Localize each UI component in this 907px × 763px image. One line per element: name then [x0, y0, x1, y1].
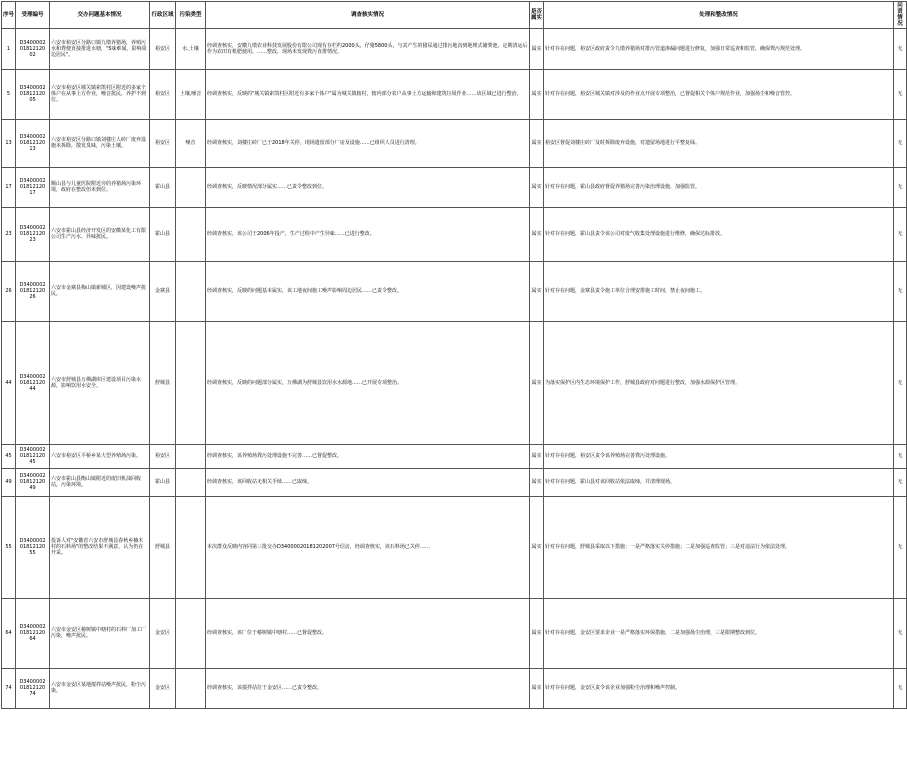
- cell-problem: 六安市金安区某地搅拌站噪声扰民，粉尘污染。: [50, 668, 150, 708]
- cell-handle: 针对存在问题，霍山县责令该公司对废气收集处理设施进行维修，确保达标排放。: [544, 207, 894, 261]
- case-table: [1, 1, 907, 709]
- cell-code: D3400002 01812120 49: [16, 468, 50, 496]
- cell-problem: 六安市金寨县梅山镇新城区，因建设噪声扰民。: [50, 261, 150, 321]
- cell-code: D3400002 01812120 64: [16, 598, 50, 668]
- table-row: [2, 207, 907, 261]
- cell-region: 霍山县: [150, 167, 176, 207]
- cell-real: 属实: [530, 261, 544, 321]
- cell-problem: 六安市金安区椿树镇中塘村的石料厂加工厂污染，噪声扰民。: [50, 598, 150, 668]
- cell-code: D3400002 01812120 23: [16, 207, 50, 261]
- cell-code: D3400002 01812120 45: [16, 444, 50, 468]
- cell-survey: 经调查核实，该养殖场粪污处理设施不完善……已督促整改。: [206, 444, 530, 468]
- cell-region: 舒城县: [150, 321, 176, 444]
- cell-region: 裕安区: [150, 28, 176, 69]
- header-account: 问责情况: [894, 2, 907, 29]
- cell-type: 水,土壤: [176, 28, 206, 69]
- cell-no: 23: [2, 207, 16, 261]
- cell-type: 土壤,噪音: [176, 69, 206, 119]
- cell-region: 霍山县: [150, 468, 176, 496]
- cell-problem: 投诉人对"安徽省六安市舒城县春秋乡楠木村的石料场"的整改结果不满意，认为仍在开采。: [50, 496, 150, 598]
- cell-account: 无: [894, 28, 907, 69]
- cell-region: 裕安区: [150, 119, 176, 167]
- cell-type: [176, 444, 206, 468]
- cell-type: [176, 321, 206, 444]
- cell-handle: 针对存在问题，裕安区责令该养殖场完善粪污处理设施。: [544, 444, 894, 468]
- cell-no: 1: [2, 28, 16, 69]
- table-row: [2, 468, 907, 496]
- cell-survey: 经调查核实，刘楼庄砖厂已于2018年关停，现场遗留部分厂房及设施……已组织人员进行清理。: [206, 119, 530, 167]
- header-type: 污染类型: [176, 2, 206, 29]
- cell-account: 无: [894, 444, 907, 468]
- cell-no: 64: [2, 598, 16, 668]
- cell-no: 45: [2, 444, 16, 468]
- cell-region: 金寨县: [150, 261, 176, 321]
- cell-type: 噪音: [176, 119, 206, 167]
- cell-handle: 针对存在问题，金安区要求企业一是严格落实环保措施，二是加强扬尘治理，三是限期整改到位。: [544, 598, 894, 668]
- cell-region: 裕安区: [150, 444, 176, 468]
- cell-problem: 六安市裕安区城关镇索凯村区附近的多家个体户在从事土方作业，噪音扰民，养护不到位。: [50, 69, 150, 119]
- cell-account: 无: [894, 496, 907, 598]
- cell-code: D3400002 01812120 55: [16, 496, 50, 598]
- cell-real: 属实: [530, 598, 544, 668]
- cell-problem: 六安市裕安区分路口镇九墩养猪场，养殖污水和粪便直接排进水塘，"5味难闻，影响周边居民"。: [50, 28, 150, 69]
- cell-survey: 经调查核实，该公司于2006年投产，生产过程中产生异味……已进行整改。: [206, 207, 530, 261]
- table-row: [2, 598, 907, 668]
- cell-no: 13: [2, 119, 16, 167]
- cell-handle: 针对存在问题，裕安区城关镇对涉及的作业点开展专项整治，已督促相关个体户规范作业，加强扬尘和噪音管控。: [544, 69, 894, 119]
- cell-account: 无: [894, 668, 907, 708]
- header-survey: 调查核实情况: [206, 2, 530, 29]
- cell-no: 44: [2, 321, 16, 444]
- cell-region: 金安区: [150, 668, 176, 708]
- cell-survey: 本次群众反映内容同第三批交办D34000020181202007号信访，经调查核实，该石料场已关停……: [206, 496, 530, 598]
- cell-survey: 经调查核实，该回收站无相关手续……已取缔。: [206, 468, 530, 496]
- cell-handle: 针对存在问题，舒城县采取以下措施：一是严格落实关停措施；二是加强巡查监管；三是对违法行为依法处理。: [544, 496, 894, 598]
- cell-real: 属实: [530, 468, 544, 496]
- cell-region: 金安区: [150, 598, 176, 668]
- cell-handle: 针对存在问题，金寨县责令施工单位合理安排施工时间，禁止夜间施工。: [544, 261, 894, 321]
- cell-no: 74: [2, 668, 16, 708]
- cell-problem: 六安市裕安区平桥乡某大型养殖场污染。: [50, 444, 150, 468]
- cell-no: 55: [2, 496, 16, 598]
- cell-survey: 经调查核实，反映的"城关镇索凯村区附近有多家个体户"属为城关镇辖村，辖内部分农户从事土方运输和建筑垃圾作业……该区域已进行整治。: [206, 69, 530, 119]
- cell-no: 5: [2, 69, 16, 119]
- table-row: [2, 321, 907, 444]
- cell-code: D3400002 01812120 26: [16, 261, 50, 321]
- cell-code: D3400002 01812120 17: [16, 167, 50, 207]
- cell-survey: 经调查核实，反映的问题部分属实，万佛湖为舒城县饮用水水源地……已开展专项整治。: [206, 321, 530, 444]
- table-row: [2, 69, 907, 119]
- cell-code: D3400002 01812120 05: [16, 69, 50, 119]
- header-problem: 交办问题基本情况: [50, 2, 150, 29]
- cell-account: 无: [894, 69, 907, 119]
- cell-no: 17: [2, 167, 16, 207]
- header-real: 是否属实: [530, 2, 544, 29]
- cell-handle: 为落实保护区内生态环境保护工作，舒城县政府对问题进行整改，加强水源保护区管理。: [544, 321, 894, 444]
- cell-account: 无: [894, 321, 907, 444]
- cell-real: 属实: [530, 167, 544, 207]
- cell-code: D3400002 01812120 44: [16, 321, 50, 444]
- cell-handle: 针对存在问题，霍山县政府督促养猪场完善污染治理设施，加强监管。: [544, 167, 894, 207]
- table-row: [2, 167, 907, 207]
- header-no: 序号: [2, 2, 16, 29]
- cell-code: D3400002 01812120 02: [16, 28, 50, 69]
- cell-real: 属实: [530, 69, 544, 119]
- table-header-row: [2, 2, 907, 29]
- table-body: [2, 28, 907, 708]
- cell-region: 霍山县: [150, 207, 176, 261]
- table-row: [2, 119, 907, 167]
- header-handle: 处理和整改情况: [544, 2, 894, 29]
- cell-real: 属实: [530, 496, 544, 598]
- cell-problem: 六安市舒城县万佛湖库区建设项目污染水源，影响饮用水安全。: [50, 321, 150, 444]
- cell-real: 属实: [530, 119, 544, 167]
- cell-region: 舒城县: [150, 496, 176, 598]
- table-row: [2, 496, 907, 598]
- cell-handle: 针对存在问题，霍山县对该回收站依法取缔，并清理现场。: [544, 468, 894, 496]
- header-region: 行政区域: [150, 2, 176, 29]
- cell-handle: 针对存在问题，金安区责令该企业加强粉尘治理和噪声控制。: [544, 668, 894, 708]
- cell-code: D3400002 01812120 74: [16, 668, 50, 708]
- cell-problem: 六安市霍山县衡山镇附近的废旧机油回收站，污染环境。: [50, 468, 150, 496]
- cell-code: D3400002 01812120 13: [16, 119, 50, 167]
- cell-handle: 裕安区督促刘楼庄砖厂及时拆除废弃设施，对遗留场地进行平整复绿。: [544, 119, 894, 167]
- cell-survey: 经调查核实，反映的问题基本属实，该工地夜间施工噪声影响周边居民……已责令整改。: [206, 261, 530, 321]
- cell-survey: 经调查核实，该搅拌站位于金安区……已责令整改。: [206, 668, 530, 708]
- table-row: [2, 28, 907, 69]
- cell-handle: 针对存在问题，裕安区政府责令九墩养猪场对排污管道渗漏问题进行修复，加强日常巡查和监管，确保粪污规范处理。: [544, 28, 894, 69]
- cell-problem: 六安市霍山县经济开发区的安徽某化工有限公司生产污水、异味扰民。: [50, 207, 150, 261]
- cell-survey: 经调查核实，安徽九墩农业科技发展股份有限公司现有存栏约2000头，仔猪5800头，与其产生的猪尿通过排污地沟到地埋式储粪池，定期清运后作为农田有机肥使用。……整改，现场未发现粪污直排情况。: [206, 28, 530, 69]
- cell-account: 无: [894, 261, 907, 321]
- cell-account: 无: [894, 119, 907, 167]
- cell-type: [176, 207, 206, 261]
- cell-real: 属实: [530, 321, 544, 444]
- cell-problem: 顺山县与儿童医院附近旁的养猪场污染环境，政府在整改但未到位。: [50, 167, 150, 207]
- cell-type: [176, 261, 206, 321]
- cell-type: [176, 598, 206, 668]
- cell-type: [176, 468, 206, 496]
- cell-type: [176, 668, 206, 708]
- cell-real: 属实: [530, 207, 544, 261]
- table-row: [2, 261, 907, 321]
- cell-survey: 经调查核实，该厂位于椿树镇中塘村……已督促整改。: [206, 598, 530, 668]
- header-code: 受理编号: [16, 2, 50, 29]
- cell-real: 属实: [530, 28, 544, 69]
- cell-account: 无: [894, 207, 907, 261]
- table-row: [2, 444, 907, 468]
- cell-account: 无: [894, 468, 907, 496]
- cell-type: [176, 167, 206, 207]
- cell-account: 无: [894, 167, 907, 207]
- cell-account: 无: [894, 598, 907, 668]
- table-row: [2, 668, 907, 708]
- cell-problem: 六安市裕安区分路口镇刘楼庄人砖厂废弃设施未拆除，散发臭味，污染土壤。: [50, 119, 150, 167]
- cell-survey: 经调查核实，反映情况部分属实……已责令整改到位。: [206, 167, 530, 207]
- cell-no: 49: [2, 468, 16, 496]
- cell-type: [176, 496, 206, 598]
- cell-no: 26: [2, 261, 16, 321]
- cell-real: 属实: [530, 444, 544, 468]
- cell-real: 属实: [530, 668, 544, 708]
- cell-region: 裕安区: [150, 69, 176, 119]
